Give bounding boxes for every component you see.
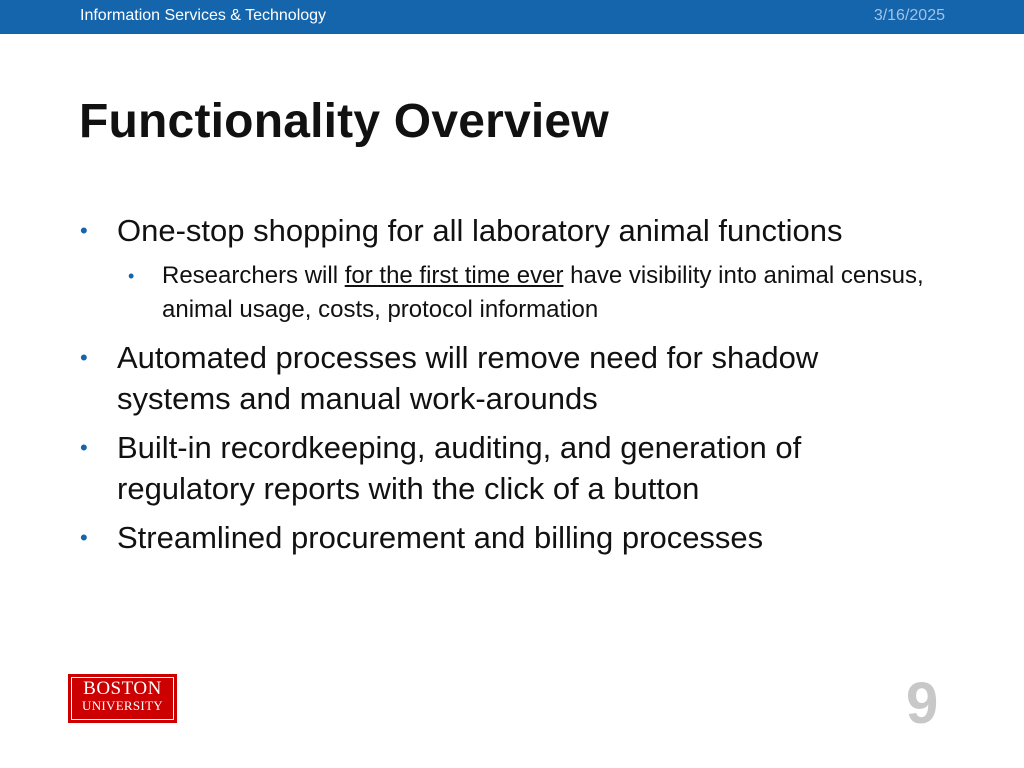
boston-university-logo <box>68 674 177 723</box>
bullet-automated <box>80 337 960 419</box>
bullet-dot-icon: • <box>80 218 88 243</box>
header-bar <box>0 0 1024 34</box>
org-name: Information Services & Technology <box>80 7 327 24</box>
bullet-procurement <box>80 517 960 558</box>
sub-bullet-underlined: for the first time ever <box>344 262 564 289</box>
bullet-text: Streamlined procurement and billing processes <box>117 520 764 555</box>
bullet-line-2: regulatory reports with the click of a button <box>117 471 700 506</box>
sub-bullet-researchers <box>80 259 960 327</box>
sub-bullet-text-pre: Researchers will <box>162 262 345 289</box>
bullet-line-1: Automated processes will remove need for shadow <box>117 340 819 375</box>
bullet-recordkeeping <box>80 427 960 509</box>
slide-date: 3/16/2025 <box>873 7 945 24</box>
bullet-line-2: systems and manual work-arounds <box>117 381 598 416</box>
sub-bullet-text-post: have visibility into animal census, animal usage, costs, protocol information <box>162 262 924 323</box>
slide-title: Functionality Overview <box>79 95 609 148</box>
bullet-line-1: Built-in recordkeeping, auditing, and generation of <box>117 430 802 465</box>
bullet-one-stop <box>80 210 960 251</box>
bullet-dot-icon: • <box>80 345 88 370</box>
bullet-list <box>80 210 960 566</box>
bullet-dot-icon: • <box>80 435 88 460</box>
bullet-dot-icon: • <box>128 266 135 286</box>
page-number: 9 <box>906 671 939 736</box>
bullet-dot-icon: • <box>80 525 88 550</box>
logo-line-1: BOSTON <box>83 678 162 699</box>
bullet-text: One-stop shopping for all laboratory animal functions <box>117 213 843 248</box>
logo-line-2: UNIVERSITY <box>82 698 163 713</box>
